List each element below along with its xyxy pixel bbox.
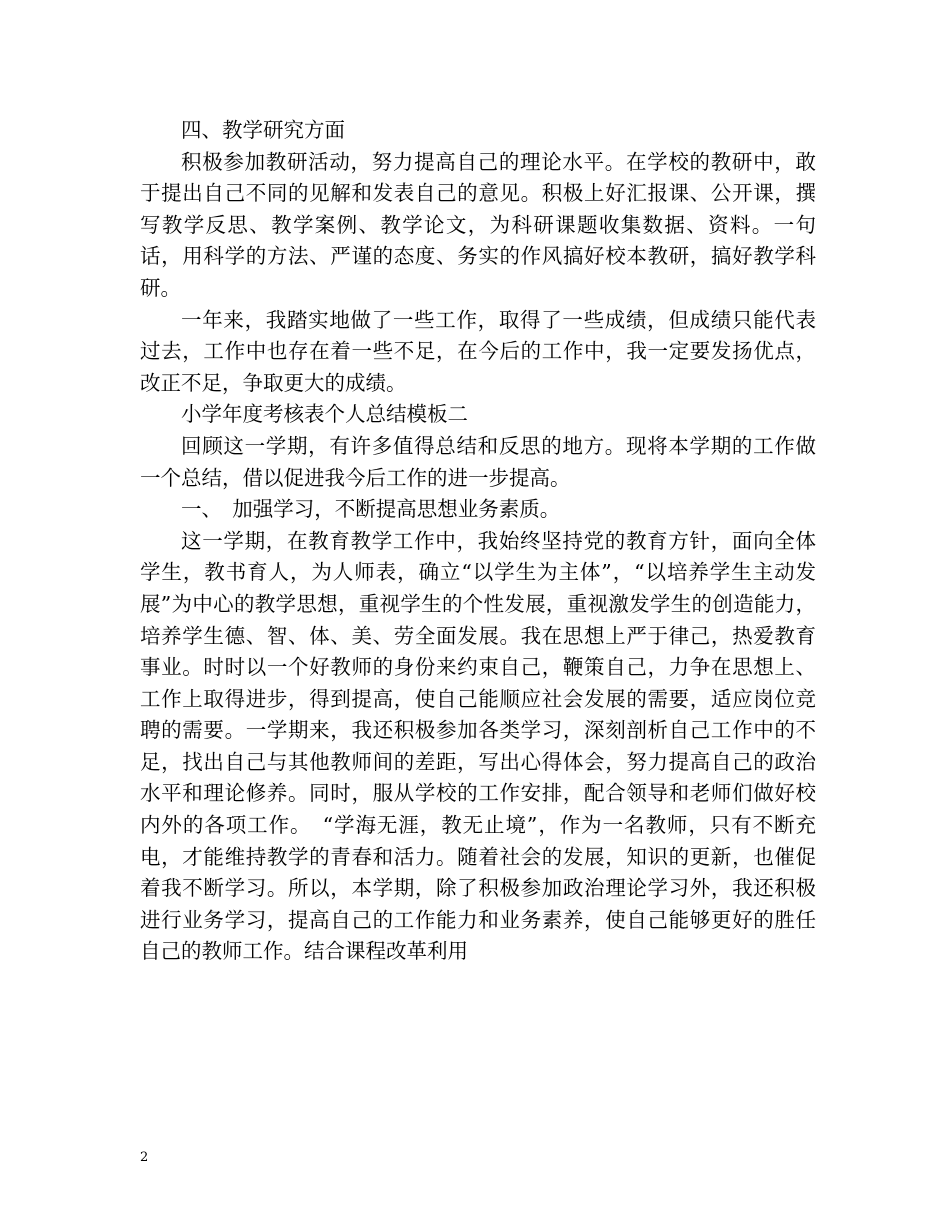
template-two-title: 小学年度考核表个人总结模板二 [181, 402, 468, 427]
paragraph-ideological-study: 这一学期，在教育教学工作中，我始终坚持党的教育方针，面向全体学生，教书育人，为人师表，确立“以学生为主体”，“以培养学生主动发展”为中心的教学思想，重视学生的个性发展，重视激发学生的创造能力，培养学生德、智、体、美、劳全面发展。我在思想上严于律己，热爱教育事业。时时以一个好教师的身份来约束自己，鞭策自己，力争在思想上、工作上取得进步，得到提高，使自己能顺应社会发展的需要，适应岗位竞聘的需要。一学期来，我还积极参加各类学习，深刻剖析自己工作中的不足，找出自己与其他教师间的差距，写出心得体会，努力提高自己的政治水平和理论修养。同时，服从学校的工作安排，配合领导和老师们做好校内外的各项工作。 “学海无涯，教无止境”，作为一名教师，只有不断充电，才能维持教学的青春和活力。随着社会的发展，知识的更新，也催促着我不断学习。所以，本学期，除了积极参加政治理论学习外，我还积极进行业务学习，提高自己的工作能力和业务素养，使自己能够更好的胜任自己的教师工作。结合课程改革利用 [140, 528, 816, 964]
page-number: 2 [140, 1150, 149, 1165]
paragraph-semester-review: 回顾这一学期，有许多值得总结和反思的地方。现将本学期的工作做一个总结，借以促进我今后工作的进一步提高。 [140, 433, 816, 490]
section-heading-strengthen-study: 一、 加强学习，不断提高思想业务素质。 [181, 497, 561, 522]
section-heading-teaching-research: 四、教学研究方面 [181, 118, 345, 142]
paragraph-year-summary: 一年来，我踏实地做了一些工作，取得了一些成绩，但成绩只能代表过去，工作中也存在着一些不足，在今后的工作中，我一定要发扬优点，改正不足，争取更大的成绩。 [140, 307, 816, 395]
document-body [140, 115, 816, 968]
paragraph-research-activities: 积极参加教研活动，努力提高自己的理论水平。在学校的教研中，敢于提出自己不同的见解和发表自己的意见。积极上好汇报课、公开课，撰写教学反思、教学案例、教学论文，为科研课题收集数据、资料。一句话，用科学的方法、严谨的态度、务实的作风搞好校本教研，搞好教学科研。 [140, 149, 816, 300]
